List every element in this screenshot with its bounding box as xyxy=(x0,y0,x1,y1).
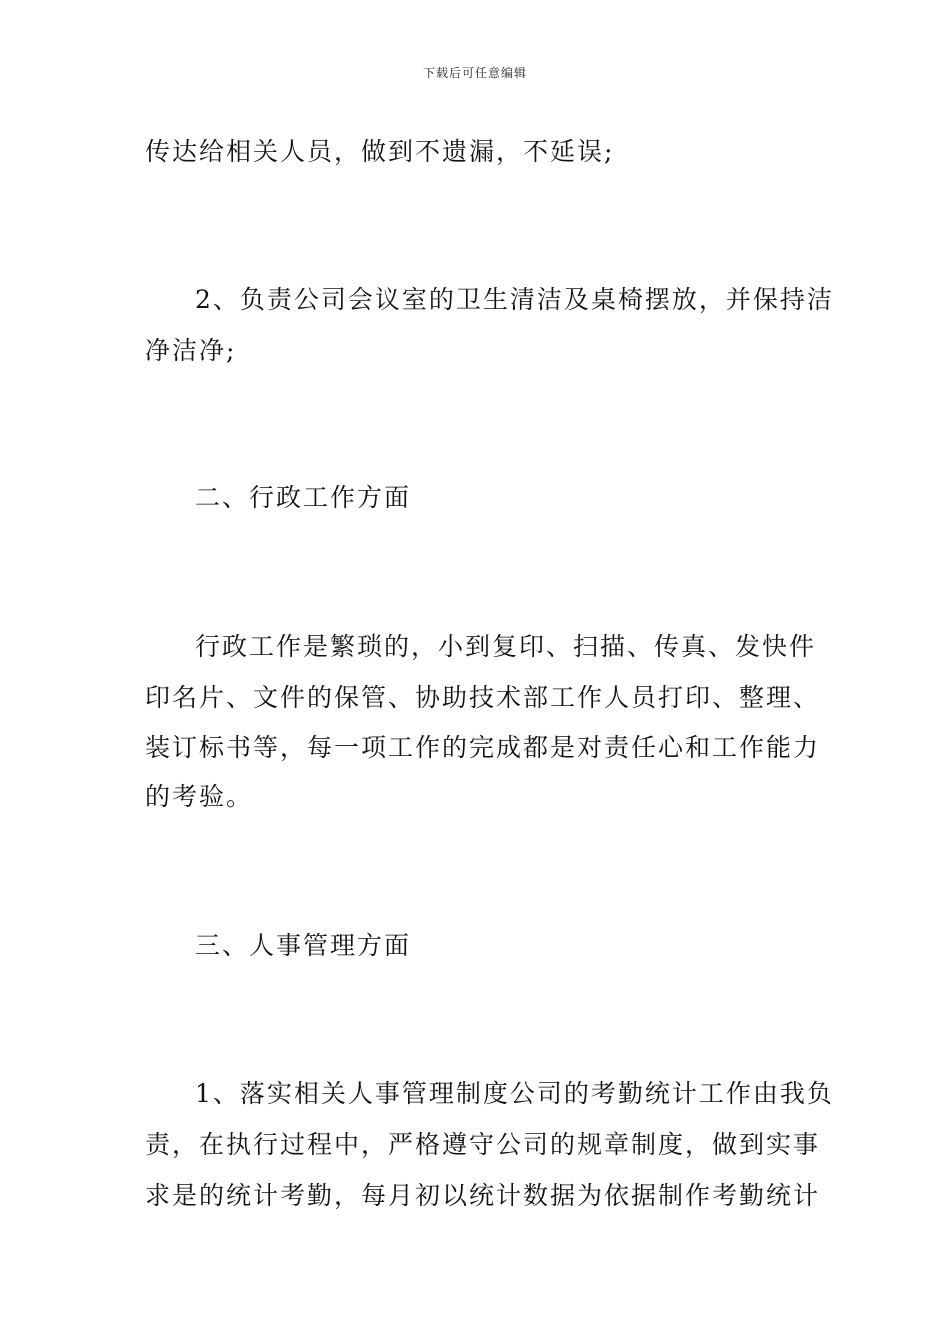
paragraph-line: 责，在执行过程中，严格遵守公司的规章制度，做到实事 xyxy=(145,1130,821,1159)
section-heading: 三、人事管理方面 xyxy=(195,931,412,960)
section-heading: 二、行政工作方面 xyxy=(195,483,412,512)
paragraph-line: 1、落实相关人事管理制度公司的考勤统计工作由我负 xyxy=(195,1079,834,1108)
paragraph-line: 求是的统计考勤，每月初以统计数据为依据制作考勤统计 xyxy=(145,1181,821,1210)
paragraph-line: 装订标书等，每一项工作的完成都是对责任心和工作能力 xyxy=(145,733,821,762)
paragraph-line: 2、负责公司会议室的卫生清洁及桌椅摆放，并保持洁 xyxy=(195,285,834,314)
paragraph-line: 行政工作是繁琐的，小到复印、扫描、传真、发快件 xyxy=(195,632,817,661)
header-note: 下载后可任意编辑 xyxy=(422,66,527,80)
paragraph-line: 传达给相关人员，做到不遗漏，不延误; xyxy=(145,137,615,166)
paragraph-line: 印名片、文件的保管、协助技术部工作人员打印、整理、 xyxy=(145,683,821,712)
paragraph-line: 的考验。 xyxy=(145,782,254,811)
paragraph-line: 净洁净; xyxy=(145,336,237,365)
